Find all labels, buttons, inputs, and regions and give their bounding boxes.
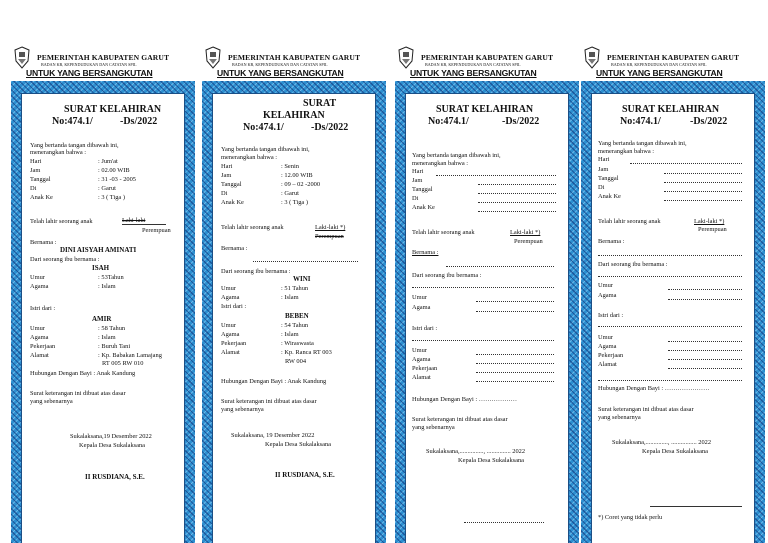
surat-keterangan-2: yang sebenarnya	[412, 424, 455, 431]
kepala-desa: Kepala Desa Sukalaksana	[642, 448, 709, 455]
form-title-b: KELAHIRAN	[263, 110, 325, 121]
mother-name-blank	[598, 276, 742, 277]
blank-di	[478, 202, 556, 203]
label-anak-ke: Anak Ke	[221, 199, 244, 206]
value-father-agama: : Islam	[281, 331, 299, 338]
header-line-1: PEMERINTAH KABUPATEN GARUT	[228, 53, 361, 62]
header-line-3: UNTUK YANG BERSANGKUTAN	[596, 68, 723, 78]
header-line-1: PEMERINTAH KABUPATEN GARUT	[607, 53, 740, 62]
surat-keterangan-2: yang sebenarnya	[30, 398, 73, 405]
label-jam: Jam	[412, 177, 423, 184]
label-father-agama: Agama	[598, 343, 617, 350]
header-line-1: PEMERINTAH KABUPATEN GARUT	[421, 53, 554, 62]
label-father-agama: Agama	[221, 331, 240, 338]
decorative-border	[395, 81, 579, 543]
surat-keterangan-1: Surat keterangan ini dibuat atas dasar	[221, 398, 317, 405]
value-father-agama: : Islam	[98, 334, 116, 341]
label-istri-dari: Istri dari :	[598, 312, 624, 319]
intro-line-2: menerangkan bahwa :	[221, 154, 278, 161]
gender-laki: Laki-laki *)	[694, 218, 725, 225]
label-father-pekerjaan: Pekerjaan	[221, 340, 247, 347]
child-name: DINI AISYAH AMINATI	[60, 246, 137, 254]
label-tanggal: Tanggal	[221, 181, 242, 188]
value-father-umur: : 54 Tahun	[281, 322, 309, 329]
decorative-border	[11, 81, 195, 543]
decorative-border	[581, 81, 765, 543]
value-jam: : 12.00 WIB	[281, 172, 313, 179]
garut-emblem-icon	[13, 46, 31, 70]
form-number-suffix: -Ds/2022	[120, 116, 158, 127]
label-father-umur: Umur	[412, 347, 427, 354]
surat-keterangan-1: Surat keterangan ini dibuat atas dasar	[30, 390, 126, 397]
value-hari: : Jum'at	[98, 158, 118, 165]
label-father-alamat: Alamat	[30, 352, 49, 359]
blank-father-alamat	[668, 368, 742, 369]
form-number-prefix: No:474.1/	[428, 116, 469, 127]
garut-emblem-icon	[397, 46, 415, 70]
signature-blank	[464, 522, 544, 523]
blank-father-umur	[668, 341, 742, 342]
header-line-3: UNTUK YANG BERSANGKUTAN	[217, 68, 344, 78]
label-telah-lahir: Telah lahir seorang anak	[30, 218, 93, 225]
blank-mother-agama	[668, 299, 742, 300]
form-title: SURAT KELAHIRAN	[64, 104, 162, 115]
hubungan-bayi: Hubungan Dengan Bayi : ………………	[412, 396, 518, 403]
place-date: Sukalaksana, 19 Desember 2022	[231, 432, 315, 439]
label-istri-dari: Istri dari :	[412, 325, 438, 332]
label-dari-ibu: Dari seorang ibu bernama :	[30, 256, 100, 263]
value-father-alamat-2: RT 005 RW 010	[102, 360, 144, 367]
decorative-border	[202, 81, 386, 543]
father-name: BEBEN	[285, 312, 309, 320]
label-mother-umur: Umur	[30, 274, 45, 281]
header-line-3: UNTUK YANG BERSANGKUTAN	[410, 68, 537, 78]
label-father-alamat: Alamat	[221, 349, 240, 356]
value-father-alamat-2: RW 004	[285, 358, 307, 365]
blank-mother-umur	[476, 301, 554, 302]
blank-jam	[664, 173, 742, 174]
label-anak-ke: Anak Ke	[30, 194, 53, 201]
label-anak-ke: Anak Ke	[412, 204, 435, 211]
surat-keterangan-2: yang sebenarnya	[598, 414, 641, 421]
form-1	[11, 44, 195, 543]
form-number-suffix: -Ds/2022	[690, 116, 728, 127]
kepala-desa: Kepala Desa Sukalaksana	[458, 457, 525, 464]
value-father-pekerjaan: : Buruh Tani	[98, 343, 131, 350]
signature-line	[650, 506, 742, 507]
label-di: Di	[30, 185, 37, 192]
blank-anak-ke	[664, 200, 742, 201]
surat-keterangan-2: yang sebenarnya	[221, 406, 264, 413]
blank-extra-line	[598, 380, 742, 381]
mother-name-blank	[412, 287, 554, 288]
label-hari: Hari	[221, 163, 233, 170]
header-line-2: BADAN KB, KEPENDUDUKAN DAN CATATAN SPIL	[425, 62, 521, 67]
form-header	[11, 44, 195, 81]
place-date: Sukalaksana,.............., ................ 2022	[612, 439, 712, 446]
header-line-2: BADAN KB, KEPENDUDUKAN DAN CATATAN SPIL	[41, 62, 137, 67]
value-di: : Garut	[98, 185, 116, 192]
blank-father-alamat	[476, 381, 554, 382]
label-father-alamat: Alamat	[412, 374, 431, 381]
label-father-umur: Umur	[598, 334, 613, 341]
label-hari: Hari	[30, 158, 42, 165]
header-line-3: UNTUK YANG BERSANGKUTAN	[26, 68, 153, 78]
label-hari: Hari	[598, 156, 610, 163]
label-anak-ke: Anak Ke	[598, 193, 621, 200]
label-di: Di	[598, 184, 605, 191]
label-dari-ibu: Dari seorang ibu bernama :	[412, 272, 482, 279]
value-father-pekerjaan: : Wiraswasta	[281, 340, 314, 347]
label-telah-lahir: Telah lahir seorang anak	[598, 218, 661, 225]
label-hari: Hari	[412, 168, 424, 175]
label-bernama: Bernama :	[221, 245, 248, 252]
footnote: *) Coret yang tidak perlu	[598, 514, 663, 521]
intro-line-2: menerangkan bahwa :	[412, 160, 469, 167]
father-name: AMIR	[92, 315, 112, 323]
label-father-pekerjaan: Pekerjaan	[30, 343, 56, 350]
mother-name: WINI	[293, 275, 311, 283]
value-father-umur: : 58 Tahun	[98, 325, 126, 332]
label-di: Di	[412, 195, 419, 202]
label-mother-umur: Umur	[598, 282, 613, 289]
blank-mother-umur	[668, 289, 742, 290]
form-body	[212, 93, 376, 543]
form-number-prefix: No:474.1/	[620, 116, 661, 127]
value-hari: : Senin	[281, 163, 299, 170]
label-father-umur: Umur	[221, 322, 236, 329]
intro-line-1: Yang bertanda tangan dibawah ini,	[30, 142, 119, 149]
label-mother-umur: Umur	[412, 294, 427, 301]
label-mother-agama: Agama	[221, 294, 240, 301]
label-bernama: Bernama :	[30, 239, 57, 246]
label-jam: Jam	[221, 172, 232, 179]
intro-line-1: Yang bertanda tangan dibawah ini,	[598, 140, 687, 147]
gender-laki: Laki-laki *)	[510, 229, 541, 236]
gender-perempuan: Perempuan	[142, 227, 171, 234]
form-title: SURAT KELAHIRAN	[436, 104, 534, 115]
place-date: Sukalaksana,19 Desember 2022	[70, 433, 152, 440]
value-tanggal: : 31 -03 - 2005	[98, 176, 136, 183]
form-body	[405, 93, 569, 543]
form-header	[395, 44, 579, 81]
mother-name: ISAH	[92, 264, 110, 272]
label-mother-agama: Agama	[412, 304, 431, 311]
label-mother-agama: Agama	[30, 283, 49, 290]
value-anak-ke: : 3 ( Tiga )	[98, 194, 125, 201]
blank-mother-agama	[476, 311, 554, 312]
hubungan-bayi: Hubungan Dengan Bayi : Anak Kandung	[221, 378, 327, 385]
blank-anak-ke	[478, 211, 556, 212]
gender-underline	[122, 224, 166, 225]
value-mother-umur: : 51 Tahun	[281, 285, 309, 292]
blank-father-pekerjaan	[476, 372, 554, 373]
intro-line-1: Yang bertanda tangan dibawah ini,	[412, 152, 501, 159]
child-name-blank	[598, 255, 742, 256]
value-jam: : 02.00 WIB	[98, 167, 130, 174]
gender-perempuan: Perempuan	[514, 238, 543, 245]
gender-perempuan: Perempuan	[315, 233, 344, 240]
form-title: SURAT KELAHIRAN	[622, 104, 720, 115]
form-body	[591, 93, 755, 543]
header-line-2: BADAN KB, KEPENDUDUKAN DAN CATATAN SPIL	[232, 62, 328, 67]
kepala-desa: Kepala Desa Sukalaksana	[79, 442, 146, 449]
blank-father-agama	[476, 363, 554, 364]
value-di: : Garut	[281, 190, 299, 197]
garut-emblem-icon	[583, 46, 601, 70]
gender-laki: Laki-laki *)	[315, 224, 346, 231]
intro-line-2: menerangkan bahwa :	[30, 149, 87, 156]
value-mother-agama: : Islam	[281, 294, 299, 301]
header-line-1: PEMERINTAH KABUPATEN GARUT	[37, 53, 170, 62]
kepala-desa: Kepala Desa Sukalaksana	[265, 441, 332, 448]
value-father-alamat: : Kp. Ranca RT 003	[281, 349, 332, 356]
blank-tanggal	[664, 182, 742, 183]
label-telah-lahir: Telah lahir seorang anak	[412, 229, 475, 236]
label-istri-dari: Istri dari :	[30, 305, 56, 312]
child-name-blank	[253, 261, 358, 262]
blank-jam	[478, 184, 556, 185]
gender-laki: Laki-laki	[122, 217, 146, 224]
form-body	[21, 93, 185, 543]
blank-di	[664, 191, 742, 192]
value-tanggal: : 09 – 02 -2000	[281, 181, 321, 188]
blank-hari	[436, 175, 556, 176]
father-name-blank	[598, 326, 742, 327]
label-dari-ibu: Dari seorang ibu bernama :	[598, 261, 668, 268]
signer-name: II RUSDIANA, S.E.	[275, 471, 335, 479]
garut-emblem-icon	[204, 46, 222, 70]
signer-name: II RUSDIANA, S.E.	[85, 473, 145, 481]
form-number-suffix: -Ds/2022	[311, 122, 349, 133]
label-di: Di	[221, 190, 228, 197]
label-tanggal: Tanggal	[412, 186, 433, 193]
father-name-blank	[412, 340, 554, 341]
hubungan-bayi: Hubungan Dengan Bayi : Anak Kandung	[30, 370, 136, 377]
label-mother-agama: Agama	[598, 292, 617, 299]
value-mother-umur: : 53Tahun	[98, 274, 124, 281]
form-number-prefix: No:474.1/	[243, 122, 284, 133]
blank-tanggal	[478, 193, 556, 194]
form-2	[202, 44, 386, 543]
label-mother-umur: Umur	[221, 285, 236, 292]
value-father-alamat: : Kp. Babakan Lamajang	[98, 352, 162, 359]
label-bernama: Bernama :	[598, 238, 625, 245]
hubungan-bayi: Hubungan Dengan Bayi : …………………	[598, 385, 710, 392]
blank-father-pekerjaan	[668, 359, 742, 360]
form-header	[581, 44, 765, 81]
gender-perempuan: Perempuan	[698, 226, 727, 233]
value-mother-agama: : Islam	[98, 283, 116, 290]
label-father-agama: Agama	[412, 356, 431, 363]
form-3	[395, 44, 579, 543]
label-father-pekerjaan: Pekerjaan	[412, 365, 438, 372]
place-date: Sukalaksana,..............., ............... 2022	[426, 448, 526, 455]
surat-keterangan-1: Surat keterangan ini dibuat atas dasar	[412, 416, 508, 423]
surat-keterangan-1: Surat keterangan ini dibuat atas dasar	[598, 406, 694, 413]
label-tanggal: Tanggal	[30, 176, 51, 183]
label-father-umur: Umur	[30, 325, 45, 332]
label-tanggal: Tanggal	[598, 175, 619, 182]
label-father-alamat: Alamat	[598, 361, 617, 368]
label-dari-ibu: Dari seorang ibu bernama :	[221, 268, 291, 275]
label-jam: Jam	[598, 166, 609, 173]
form-number-suffix: -Ds/2022	[502, 116, 540, 127]
blank-father-umur	[476, 354, 554, 355]
header-line-2: BADAN KB, KEPENDUDUKAN DAN CATATAN SPIL	[611, 62, 707, 67]
label-jam: Jam	[30, 167, 41, 174]
child-name-blank	[446, 266, 554, 267]
label-telah-lahir: Telah lahir seorang anak	[221, 224, 284, 231]
blank-hari	[630, 163, 742, 164]
label-father-pekerjaan: Pekerjaan	[598, 352, 624, 359]
intro-line-2: menerangkan bahwa :	[598, 148, 655, 155]
label-father-agama: Agama	[30, 334, 49, 341]
value-anak-ke: : 3 ( Tiga )	[281, 199, 308, 206]
blank-father-agama	[668, 350, 742, 351]
form-number-prefix: No:474.1/	[52, 116, 93, 127]
form-title-a: SURAT	[303, 98, 337, 109]
form-4	[581, 44, 765, 543]
label-istri-dari: Istri dari :	[221, 303, 247, 310]
form-header	[202, 44, 386, 81]
label-bernama: Bernama :	[412, 249, 439, 256]
intro-line-1: Yang bertanda tangan dibawah ini,	[221, 146, 310, 153]
